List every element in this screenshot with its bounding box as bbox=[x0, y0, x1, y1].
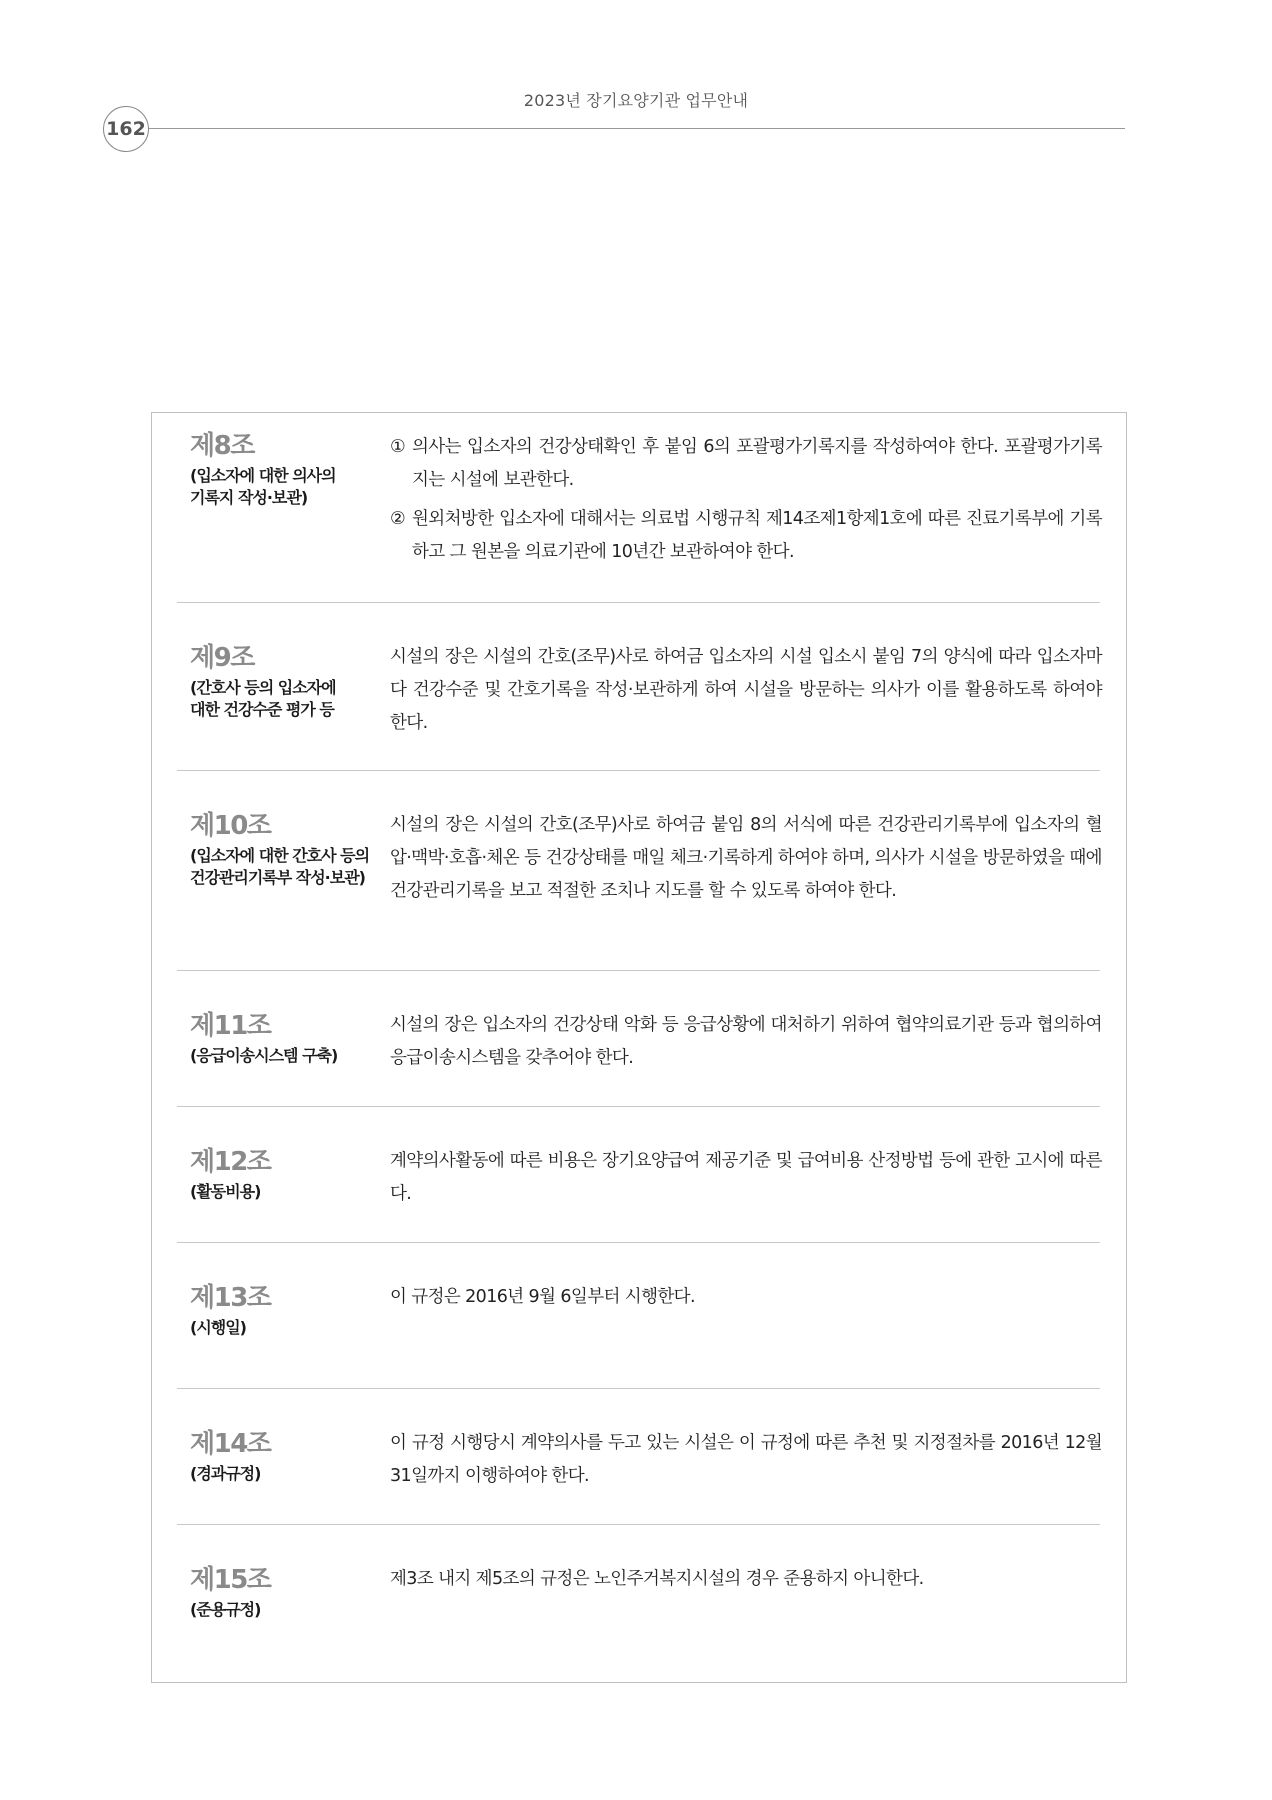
article-body bbox=[390, 431, 1102, 569]
article-number: 제10조 bbox=[190, 811, 271, 841]
article-heading bbox=[190, 1281, 380, 1339]
article-9 bbox=[177, 603, 1100, 771]
article-title: (준용규정) bbox=[190, 1600, 261, 1619]
article-title: (응급이송시스템 구축) bbox=[190, 1046, 338, 1065]
article-number: 제13조 bbox=[190, 1283, 271, 1313]
clause-text: 의사는 입소자의 건강상태확인 후 붙임 6의 포괄평가기록지를 작성하여야 한다. 포괄평가기록지는 시설에 보관한다. bbox=[412, 437, 1102, 490]
article-11 bbox=[177, 971, 1100, 1107]
article-number: 제11조 bbox=[190, 1011, 271, 1041]
article-body: 이 규정은 2016년 9월 6일부터 시행한다. bbox=[390, 1287, 695, 1307]
article-heading bbox=[190, 641, 380, 721]
article-15 bbox=[177, 1525, 1100, 1675]
article-heading bbox=[190, 429, 380, 509]
article-heading bbox=[190, 1145, 380, 1203]
article-title: (활동비용) bbox=[190, 1182, 261, 1201]
article-body: 이 규정 시행당시 계약의사를 두고 있는 시설은 이 규정에 따른 추천 및 지정절차를 2016년 12월 31일까지 이행하여야 한다. bbox=[390, 1433, 1102, 1486]
article-title: (시행일) bbox=[190, 1318, 246, 1337]
article-number: 제8조 bbox=[190, 431, 254, 461]
article-body: 시설의 장은 시설의 간호(조무)사로 하여금 입소자의 시설 입소시 붙임 7의 양식에 따라 입소자마다 건강수준 및 간호기록을 작성·보관하게 하여 시설을 방문하는 의사가 이를 활용하도록 하여야 한다. bbox=[390, 647, 1102, 733]
article-8 bbox=[177, 413, 1100, 603]
article-heading bbox=[190, 1427, 380, 1485]
article-title: (입소자에 대한 의사의 기록지 작성·보관) bbox=[190, 466, 336, 507]
clause-mark: ① bbox=[390, 437, 406, 457]
clause-mark: ② bbox=[390, 509, 406, 529]
article-heading bbox=[190, 809, 380, 889]
article-number: 제15조 bbox=[190, 1565, 271, 1595]
article-title: (경과규정) bbox=[190, 1464, 261, 1483]
clause-2 bbox=[390, 503, 1102, 569]
article-13 bbox=[177, 1243, 1100, 1389]
running-header: 2023년 장기요양기관 업무안내 bbox=[523, 91, 749, 110]
article-number: 제12조 bbox=[190, 1147, 271, 1177]
article-body: 제3조 내지 제5조의 규정은 노인주거복지시설의 경우 준용하지 아니한다. bbox=[390, 1569, 924, 1589]
clause-1 bbox=[390, 431, 1102, 497]
article-title: (입소자에 대한 간호사 등의 건강관리기록부 작성·보관) bbox=[190, 846, 370, 887]
article-14 bbox=[177, 1389, 1100, 1525]
article-heading bbox=[190, 1009, 380, 1067]
article-title: (간호사 등의 입소자에 대한 건강수준 평가 등 bbox=[190, 678, 336, 719]
clause-text: 원외처방한 입소자에 대해서는 의료법 시행규칙 제14조제1항제1호에 따른 진료기록부에 기록하고 그 원본을 의료기관에 10년간 보관하여야 한다. bbox=[412, 509, 1102, 562]
page-number: 162 bbox=[103, 106, 149, 152]
article-body: 시설의 장은 시설의 간호(조무)사로 하여금 붙임 8의 서식에 따른 건강관리기록부에 입소자의 혈압·맥박·호흡·체온 등 건강상태를 매일 체크·기록하게 하여야 하며, 의사가 시설을 방문하였을 때에 건강관리기록을 보고 적절한 조치나 지도를 할 수 있도록 하여야 한다. bbox=[390, 815, 1102, 901]
article-body: 시설의 장은 입소자의 건강상태 악화 등 응급상황에 대처하기 위하여 협약의료기관 등과 협의하여 응급이송시스템을 갖추어야 한다. bbox=[390, 1015, 1102, 1068]
regulation-box bbox=[151, 412, 1127, 1683]
article-12 bbox=[177, 1107, 1100, 1243]
article-10 bbox=[177, 771, 1100, 971]
article-body: 계약의사활동에 따른 비용은 장기요양급여 제공기준 및 급여비용 산정방법 등에 관한 고시에 따른다. bbox=[390, 1151, 1102, 1204]
header-divider bbox=[148, 128, 1125, 129]
article-number: 제14조 bbox=[190, 1429, 271, 1459]
article-number: 제9조 bbox=[190, 643, 254, 673]
article-heading bbox=[190, 1563, 380, 1621]
